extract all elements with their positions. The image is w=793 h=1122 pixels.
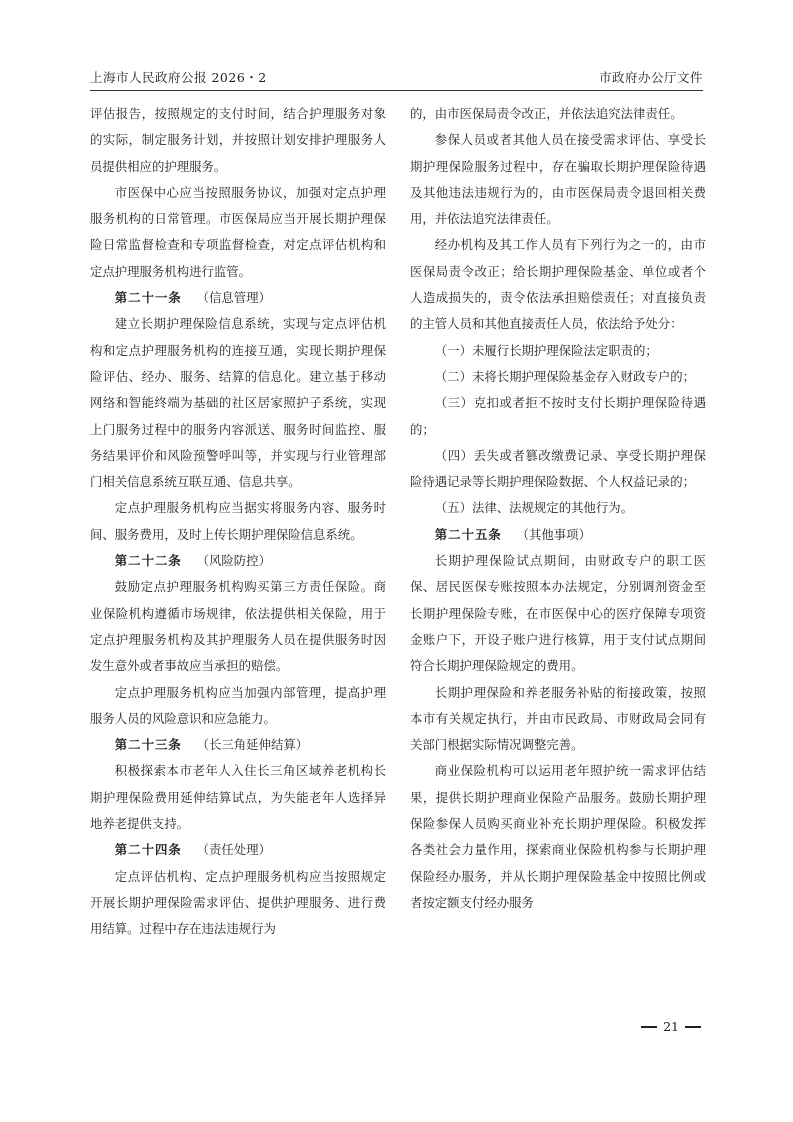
article-subject: （责任处理） — [196, 842, 271, 858]
list-item: （五）法律、法规规定的其他行为。 — [434, 500, 634, 516]
paragraph: 参保人员或者其他人员在接受需求评估、享受长期护理保险服务过程中，存在骗取长期护理保险待遇及其他违法违规行为的，由市医保局责令退回相关费用，并依法追究法律责任。 — [410, 132, 706, 227]
page-header — [90, 64, 703, 91]
paragraph: 经办机构及其工作人员有下列行为之一的，由市医保局责令改正；给长期护理保险基金、单位或者个人造成损失的，责令依法承担赔偿责任；对直接负责的主管人员和其他直接责任人员，依法给予处分： — [410, 237, 706, 332]
article-subject: （其他事项） — [516, 526, 591, 542]
paragraph: 长期护理保险和养老服务补贴的衔接政策，按照本市有关规定执行，并由市民政局、市财政局会同有关部门根据实际情况调整完善。 — [410, 684, 706, 753]
paragraph: 定点护理服务机构应当据实将服务内容、服务时间、服务费用，及时上传长期护理保险信息系统。 — [90, 500, 386, 542]
paragraph: 建立长期护理保险信息系统，实现与定点评估机构和定点护理服务机构的连接互通，实现长期护理保险评估、经办、服务、结算的信息化。建立基于移动网络和智能终端为基础的社区居家照护子系统，实现上门服务过程中的服务内容派送、服务时间监控、服务结果评价和风险预警呼叫等，并实现与行业管理部门相关信息系统互联互通、信息共享。 — [90, 316, 386, 490]
paragraph: 的，由市医保局责令改正，并依法追究法律责任。 — [410, 106, 683, 121]
page-number — [641, 1019, 701, 1034]
article-subject: （风险防控） — [196, 553, 271, 569]
article-heading-23 — [90, 732, 386, 758]
paragraph: 鼓励定点护理服务机构购买第三方责任保险。商业保险机构遵循市场规律，依法提供相关保险，用于定点护理服务机构及其护理服务人员在提供服务时因发生意外或者事故应当承担的赔偿。 — [90, 579, 386, 674]
paragraph: 定点护理服务机构应当加强内部管理，提高护理服务人员的风险意识和应急能力。 — [90, 684, 386, 726]
paragraph: 长期护理保险试点期间，由财政专户的职工医保、居民医保专账按照本办法规定，分别调剂资金至长期护理保险专账，在市医保中心的医疗保障专项资金账户下，开设子账户进行核算，用于支付试点期间符合长期护理保险规定的费用。 — [410, 553, 706, 674]
article-number: 第二十四条 — [114, 842, 182, 858]
paragraph: 积极探索本市老年人入住长三角区域养老机构长期护理保险费用延伸结算试点，为失能老年人选择异地养老提供支持。 — [90, 763, 386, 832]
list-item: （四）丢失或者篡改缴费记录、享受长期护理保险待遇记录等长期护理保险数据、个人权益记录的； — [410, 447, 706, 490]
list-item: （三）克扣或者拒不按时支付长期护理保险待遇的； — [410, 395, 706, 437]
article-subject: （信息管理） — [196, 290, 271, 306]
paragraph: 商业保险机构可以运用老年照护统一需求评估结果，提供长期护理商业保险产品服务。鼓励长期护理保险参保人员购买商业补充长期护理保险。积极发挥各类社会力量作用，探索商业保险机构参与长期护理保险经办服务，并从长期护理保险基金中按照比例或者按定额支付经办服务 — [410, 763, 706, 910]
article-number: 第二十二条 — [114, 553, 182, 569]
list-item: （一）未履行长期护理保险法定职责的； — [434, 342, 658, 358]
dash-left — [641, 1026, 657, 1028]
paragraph: 定点评估机构、定点护理服务机构应当按照规定开展长期护理保险需求评估、提供护理服务、进行费用结算。过程中存在违法违规行为 — [90, 868, 386, 937]
article-heading-21 — [90, 285, 386, 311]
article-number: 第二十一条 — [114, 290, 182, 306]
page-number-text: 21 — [663, 1019, 679, 1034]
article-heading-22 — [90, 548, 386, 574]
article-heading-24 — [90, 837, 386, 863]
paragraph: 市医保中心应当按照服务协议，加强对定点护理服务机构的日常管理。市医保局应当开展长期护理保险日常监督检查和专项监督检查，对定点评估机构和定点护理服务机构进行监管。 — [90, 184, 386, 279]
list-item: （二）未将长期护理保险基金存入财政专户的； — [434, 368, 695, 384]
article-number: 第二十三条 — [114, 737, 182, 753]
article-subject: （长三角延伸结算） — [196, 737, 309, 753]
paragraph: 评估报告，按照规定的支付时间，结合护理服务对象的实际，制定服务计划，并按照计划安排护理服务人员提供相应的护理服务。 — [90, 106, 386, 174]
section-title: 市政府办公厅文件 — [598, 70, 703, 85]
journal-title: 上海市人民政府公报 2026・2 — [90, 70, 267, 85]
article-number: 第二十五条 — [434, 526, 502, 542]
dash-right — [685, 1026, 701, 1028]
article-heading-25 — [410, 522, 706, 548]
right-column — [410, 101, 706, 916]
left-column — [90, 101, 386, 943]
